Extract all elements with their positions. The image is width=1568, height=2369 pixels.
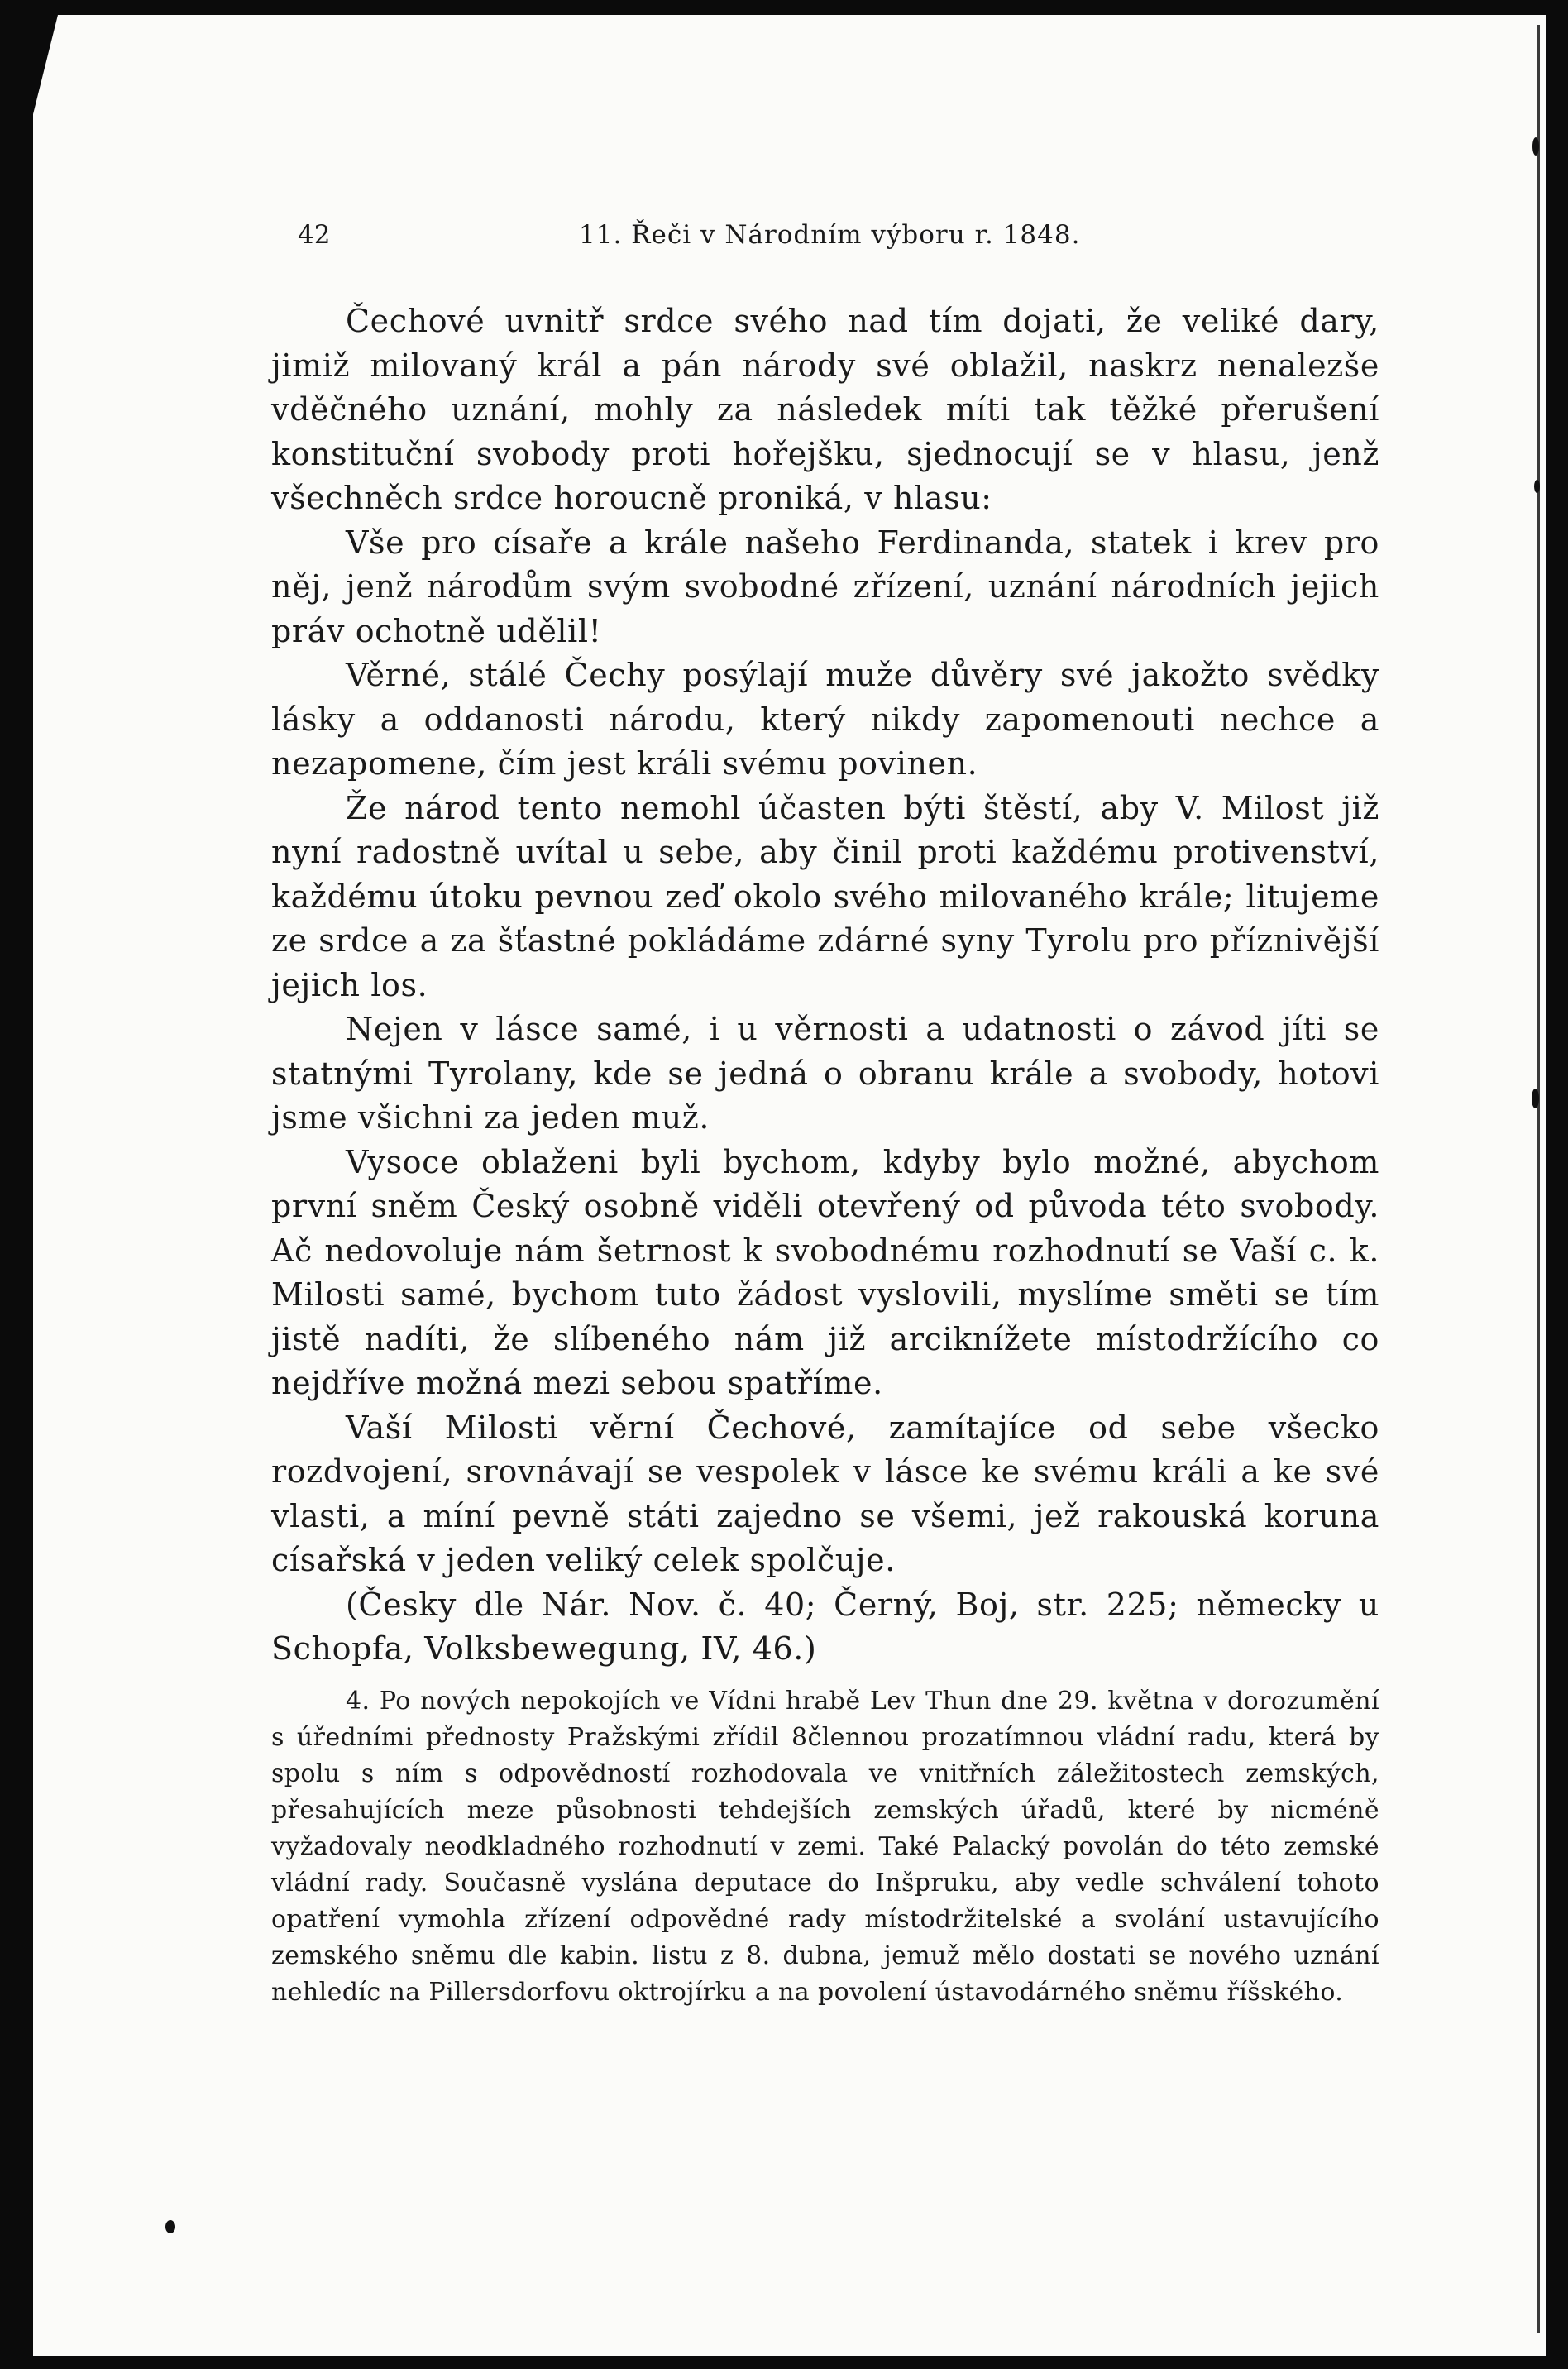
page-number: 42 bbox=[298, 220, 331, 250]
paragraph: Čechové uvnitř srdce svého nad tím dojati, že veliké dary, jimiž milovaný král a pán národy své oblažil, naskrz nenalezše vděčného uznání, mohly za následek míti tak těžké přerušení konstituční svobody proti hořejšku, sjednocují se v hlasu, jenž všechněch srdce horoucně proniká, v hlasu: bbox=[271, 303, 1379, 516]
ink-speck bbox=[165, 2220, 175, 2233]
ink-speck bbox=[1532, 137, 1539, 156]
running-head bbox=[271, 217, 1379, 253]
ink-speck bbox=[1532, 1089, 1539, 1108]
paragraph: Věrné, stálé Čechy posýlají muže důvěry své jakožto svědky lásky a oddanosti národu, který nikdy zapomenouti nechce a nezapomene, čím jest králi svému povinen. bbox=[271, 657, 1379, 782]
paragraph: Vysoce oblaženi byli bychom, kdyby bylo možné, abychom první sněm Český osobně viděli otevřený od původa této svobody. Ač nedovoluje nám šetrnost k svobodnému rozhodnutí se Vaší c. k. Milosti samé, bychom tuto žádost vyslovili, myslíme směti se tím jistě nadíti, že slíbeného nám již arciknížete místodržícího co nejdříve možná mezi sebou spatříme. bbox=[271, 1143, 1379, 1401]
ink-speck bbox=[1534, 480, 1540, 493]
running-title: 11. Řeči v Národním výboru r. 1848. bbox=[579, 220, 1081, 250]
page-edge-shadow bbox=[1537, 25, 1540, 2333]
page-content bbox=[271, 217, 1379, 2011]
editorial-note: 4. Po nových nepokojích ve Vídni hrabě Lev Thun dne 29. května v dorozumění s úředními přednosty Pražskými zřídil 8člennou prozatímnou vládní radu, která by spolu s ním s odpovědností rozhodovala ve vnitřních záležitostech zemských, přesahujících meze působnosti tehdejších zemských úřadů, které by nicméně vyžadovaly neodkladného rozhodnutí v zemi. Také Palacký povolán do této zemské vládní rady. Současně vyslána deputace do Inšpruku, aby vedle schválení tohoto opatření vymohla zřízení odpovědné rady místodržitelské a svolání ustavujícího zemského sněmu dle kabin. listu z 8. dubna, jemuž mělo dostati se nového uznání nehledíc na Pillersdorfovu oktrojírku a na povolení ústavodárného sněmu říšského. bbox=[271, 1686, 1379, 2007]
paragraph: Vše pro císaře a krále našeho Ferdinanda, statek i krev pro něj, jenž národům svým svobodné zřízení, uznání národních jejich práv ochotně udělil! bbox=[271, 524, 1379, 649]
paragraph: Vaší Milosti věrní Čechové, zamítajíce od sebe všecko rozdvojení, srovnávají se vespolek v lásce ke svému králi a ke své vlasti, a míní pevně státi zajedno se všemi, jež rakouská koruna císařská v jeden veliký celek spolčuje. bbox=[271, 1409, 1379, 1578]
paragraph: Že národ tento nemohl účasten býti štěstí, aby V. Milost již nyní radostně uvítal u sebe, aby činil proti každému protivenství, každému útoku pevnou zeď okolo svého milovaného krále; litujeme ze srdce a za šťastné pokládáme zdárné syny Tyrolu pro příznivější jejich los. bbox=[271, 789, 1379, 1003]
paragraph: Nejen v lásce samé, i u věrnosti a udatnosti o závod jíti se statnými Tyrolany, kde se jedná o obranu krále a svobody, hotovi jsme všichni za jeden muž. bbox=[271, 1011, 1379, 1136]
source-citation: (Česky dle Nár. Nov. č. 40; Černý, Boj, str. 225; německy u Schopfa, Volksbewegung, IV, 46.) bbox=[271, 1586, 1379, 1667]
